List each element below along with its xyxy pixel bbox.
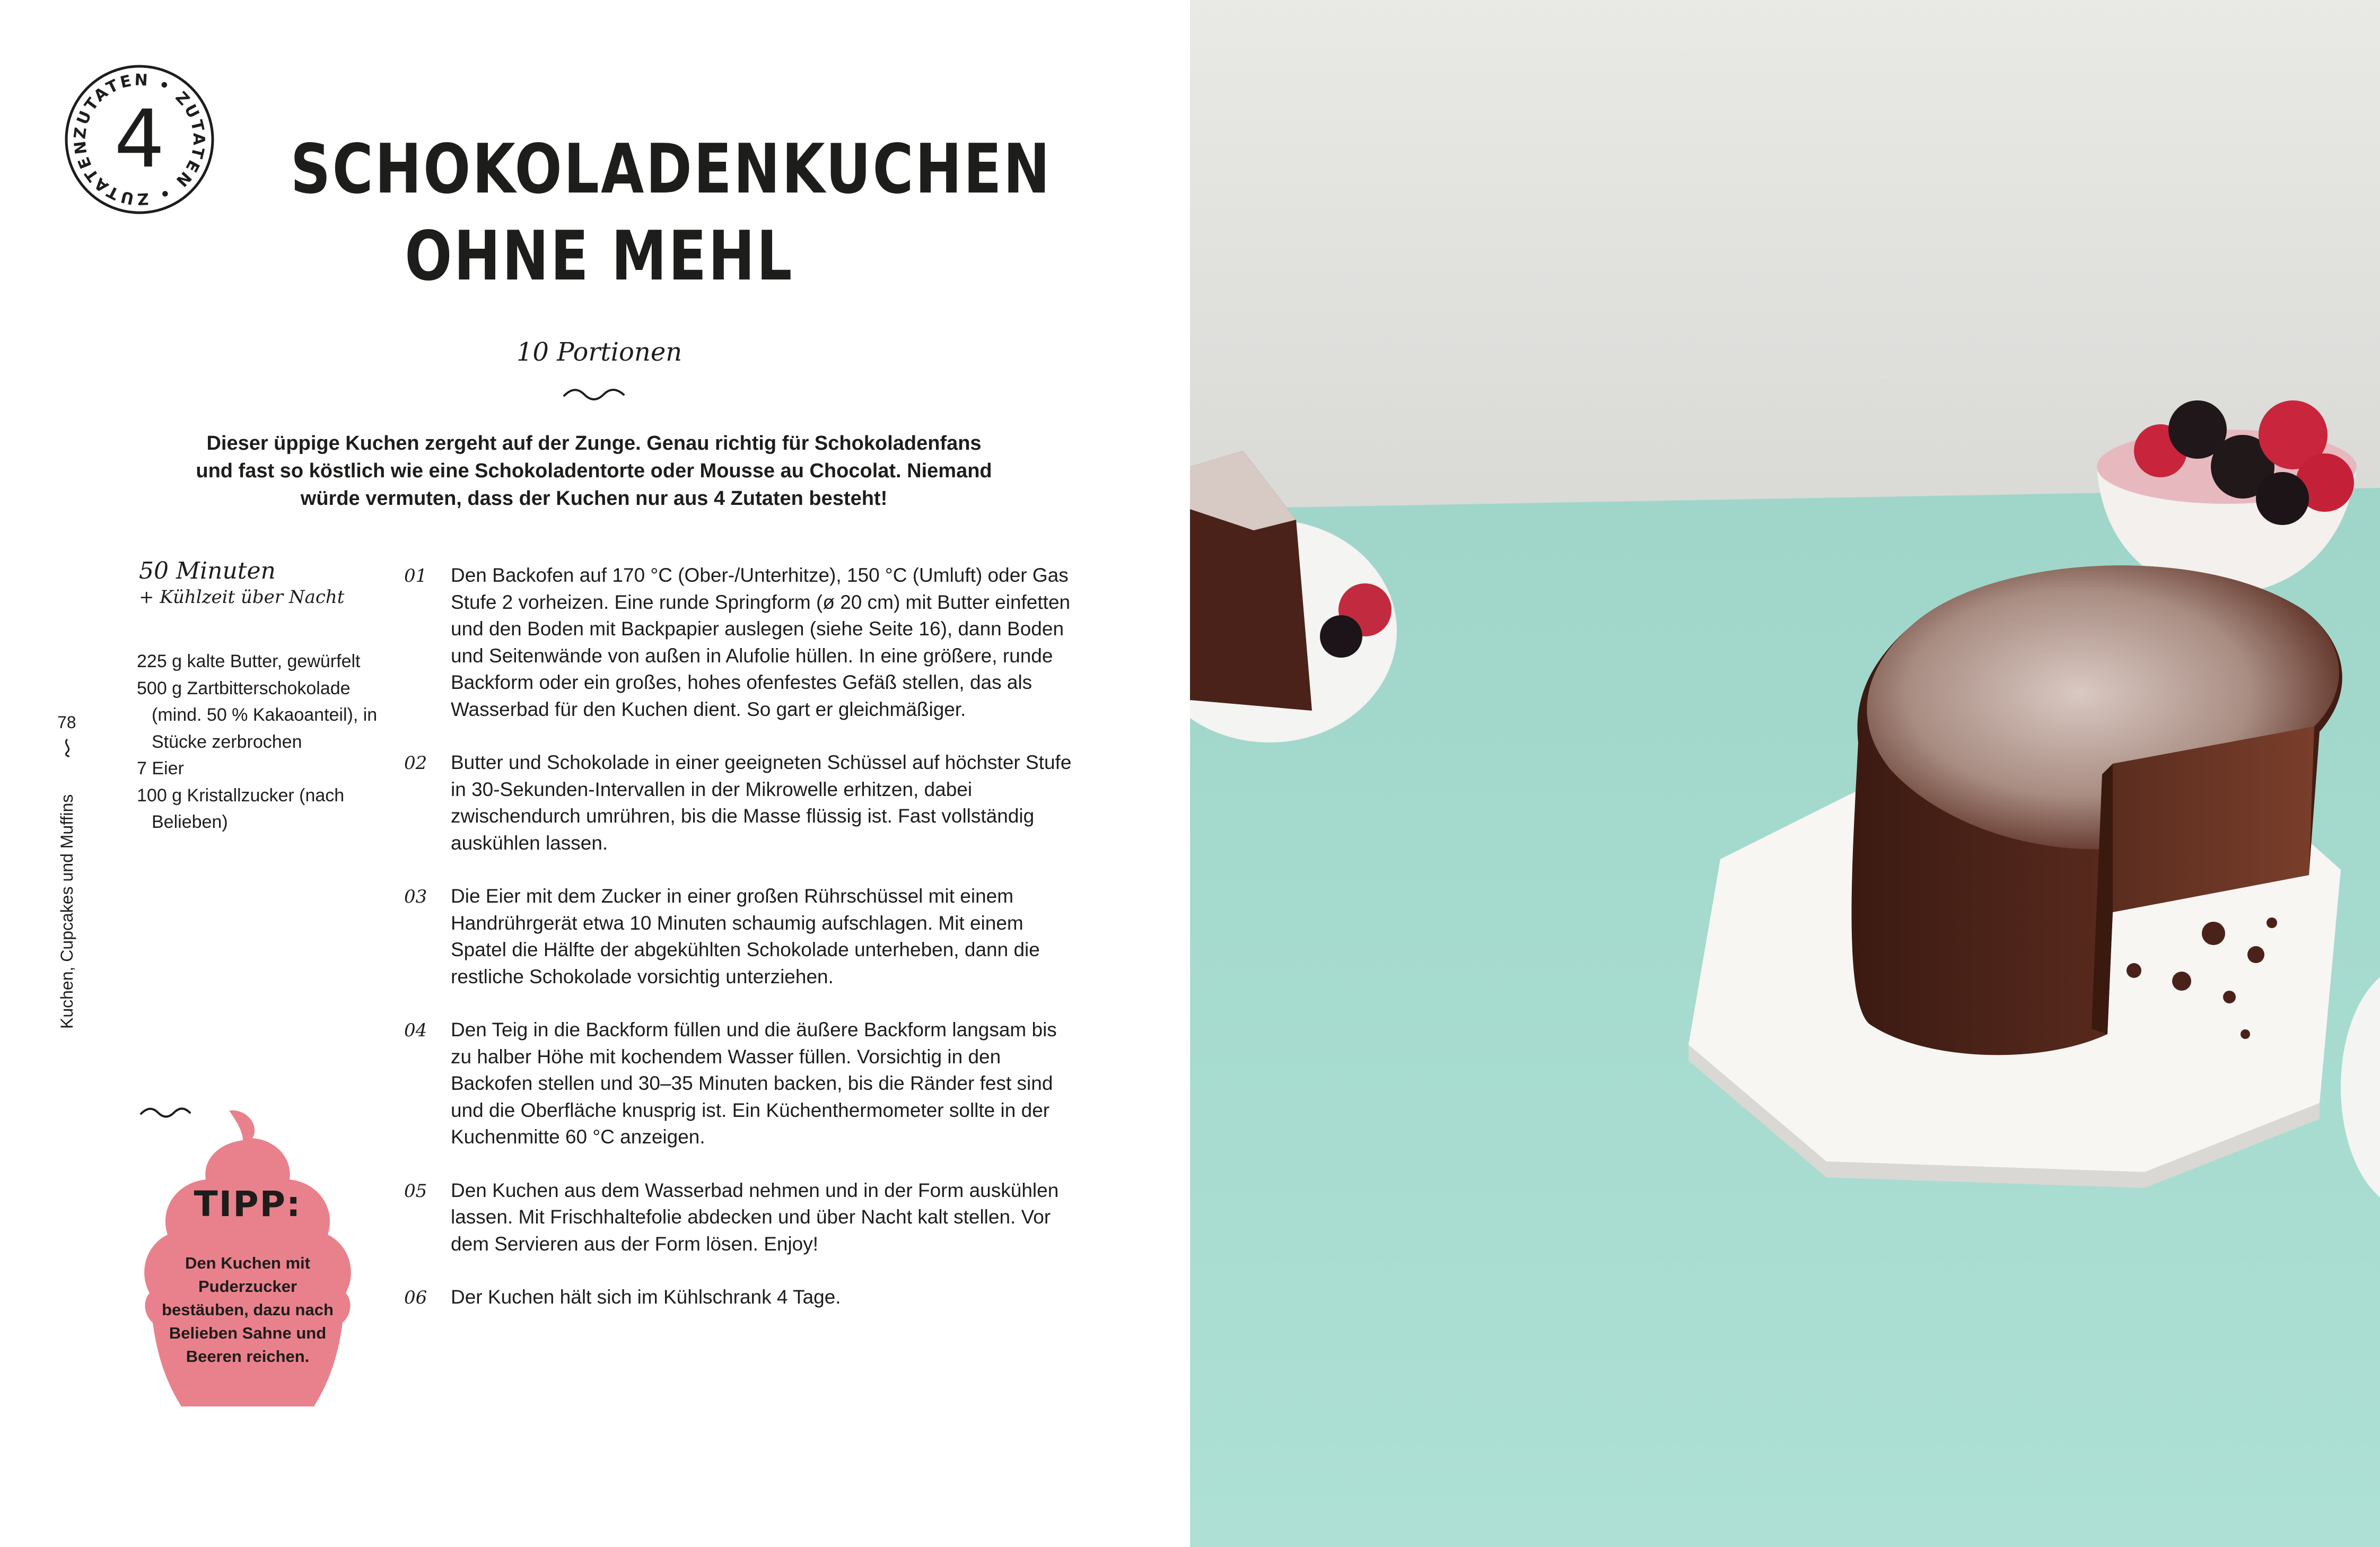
intro-line: und fast so köstlich wie eine Schokoladentorte oder Mousse au Chocolat. Niemand [196, 460, 992, 482]
cake-photo [1190, 0, 2380, 1547]
chocolate-cake-photo-illustration [1190, 0, 2380, 1547]
step [404, 749, 1072, 856]
step [404, 1177, 1072, 1258]
tip-title: TIPP: [194, 1184, 302, 1225]
page-number: 78 [57, 713, 76, 732]
ingredient-count-badge [63, 63, 216, 216]
step-text: Die Eier mit dem Zucker in einer großen Rührschüssel mit einem Handrührgerät etwa 10 Minuten schaumig aufschlagen. Mit einem Spatel die Hälfte der abgekühlten Schokolade unterheben, dann die restliche Schokolade vorsichtig unterziehen. [451, 885, 1040, 987]
tip-box [139, 1105, 356, 1410]
step-number: 05 [404, 1180, 427, 1202]
ingredient-item: 225 g kalte Butter, gewürfelt [137, 651, 361, 671]
preparation-time [139, 557, 383, 609]
step-number: 02 [404, 753, 427, 774]
step [404, 883, 1072, 990]
step-text: Der Kuchen hält sich im Kühlschrank 4 Tage. [451, 1286, 841, 1308]
recipe-title [290, 126, 1052, 300]
recipe-title-line-2: OHNE MEHL [405, 217, 794, 296]
step-number: 03 [404, 886, 427, 907]
badge-ring-text: ZUTATEN • ZUTATEN • ZUTATEN [71, 71, 208, 208]
time-sub: + Kühlzeit über Nacht [139, 587, 345, 608]
recipe-intro [159, 430, 1029, 512]
step [404, 562, 1072, 723]
ingredient-item: 100 g Kristallzucker (nach Belieben) [137, 785, 345, 832]
step-number: 04 [404, 1020, 427, 1041]
ingredient-list [137, 648, 386, 836]
step-text: Den Backofen auf 170 °C (Ober-/Unterhitze), 150 °C (Umluft) oder Gas Stufe 2 vorheizen. Eine runde Springform (ø 20 cm) mit Butter einfetten und den Boden mit Backpapier auslegen (siehe Seite 16), dann Boden und Seitenwände von außen in Alufolie hüllen. In eine größere, runde Backform oder ein großes, hohes ofenfestes Gefäß stellen, das als Wasserbad für den Kuchen dient. So gart er gleichmäßiger. [451, 564, 1071, 720]
step-number: 01 [404, 565, 427, 587]
step-number: 06 [404, 1287, 427, 1308]
intro-line: Dieser üppige Kuchen zergeht auf der Zunge. Genau richtig für Schokoladenfans [206, 432, 982, 455]
badge-number: 4 [114, 93, 165, 186]
step-text: Den Teig in die Backform füllen und die äußere Backform langsam bis zu halber Höhe mit kochendem Wasser füllen. Vorsichtig in den Backofen stellen und 30–35 Minuten backen, bis die Ränder fest sind und die Oberfläche knusprig ist. Ein Küchenthermometer sollte in der Kuchenmitte 60 °C anzeigen. [451, 1019, 1057, 1148]
tilde-ornament-icon [59, 737, 75, 758]
ingredient-item: 500 g Zartbitterschokolade (mind. 50 % Kakaoanteil), in Stücke zerbrochen [137, 678, 378, 752]
swirl-divider-icon [139, 1105, 192, 1120]
step-text: Butter und Schokolade in einer geeigneten Schüssel auf höchster Stufe in 30-Sekunden-Intervallen in der Mikrowelle erhitzen, dabei zwischendurch umrühren, bis die Masse flüssig ist. Fast vollständig auskühlen lassen. [451, 751, 1072, 854]
intro-line: würde vermuten, dass der Kuchen nur aus 4 Zutaten besteht! [300, 487, 888, 510]
instruction-steps [404, 562, 1072, 1338]
time-main: 50 Minuten [139, 557, 276, 584]
section-label-text: Kuchen, Cupcakes und Muffins [57, 794, 76, 1029]
recipe-title-line-1: SCHOKOLADENKUCHEN [290, 130, 1052, 209]
step [404, 1284, 1072, 1311]
step [404, 1017, 1072, 1151]
swirl-divider-icon [562, 386, 626, 402]
step-text: Den Kuchen aus dem Wasserbad nehmen und in der Form auskühlen lassen. Mit Frischhaltefolie abdecken und über Nacht kalt stellen. Vor dem Servieren aus der Form lösen. Enjoy! [451, 1179, 1059, 1255]
tip-text: Den Kuchen mit Puderzucker bestäuben, dazu nach Belieben Sahne und Beeren reichen. [162, 1254, 334, 1366]
ingredient-item: 7 Eier [137, 758, 184, 779]
section-label [57, 774, 78, 1029]
portions-label: 10 Portionen [516, 337, 682, 367]
